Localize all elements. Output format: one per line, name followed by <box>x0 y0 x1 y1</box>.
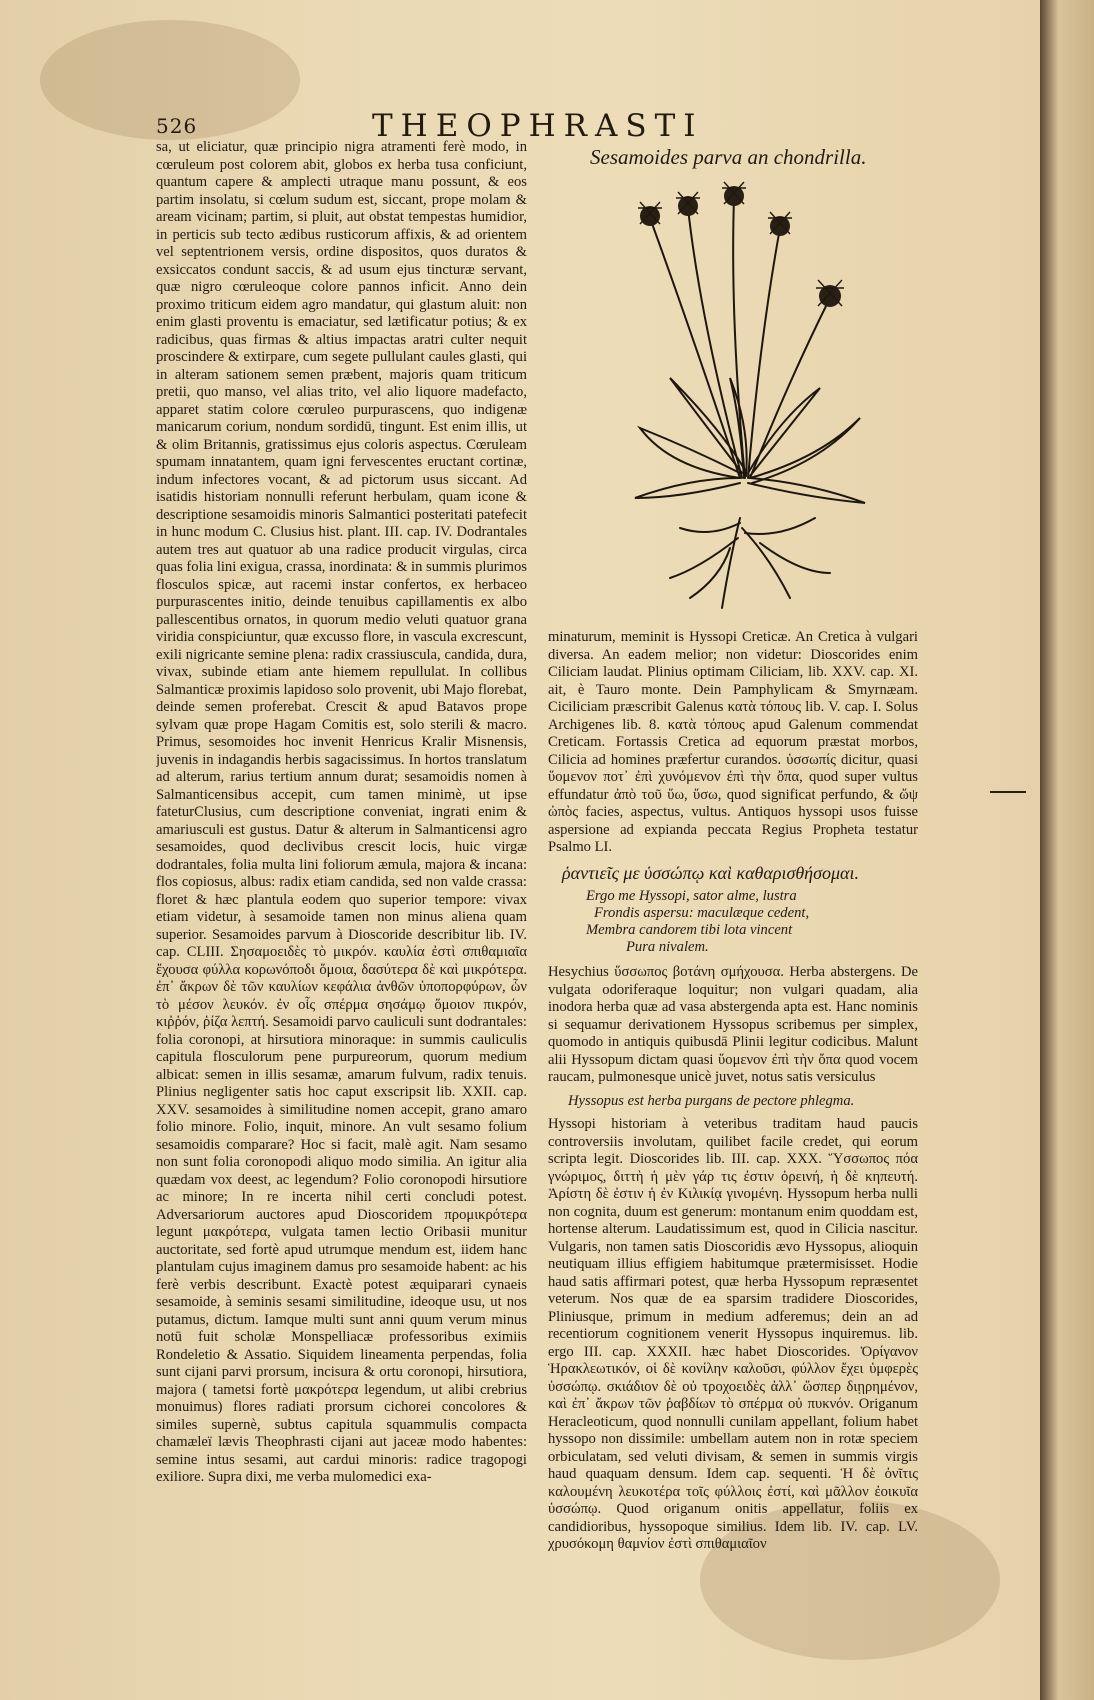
verse-line: Frondis aspersu: maculæque cedent, <box>594 905 810 921</box>
right-paragraph-3: Hyssopi historiam à veteribus traditam haud paucis controversiis involutam, quilibet facile credet, qui eorum scripta legit. Dioscorides lib. III. cap. XXX. Ὕσσωπος πόα γνώριμος, διττὴ ἡ μὲν γάρ τις ἐστιν ὀρεινή, ἡ δὲ κηπευτή. Ἀρίστη δὲ ἐστιν ἡ ἐν Κιλικίᾳ γινομένη. Hyssopum herba nulli non cognita, duum est generum: montanum enim quoddam est, hortense alterum. Laudatissimum est, quod in Cilicia nascitur. Vulgaris, non tamen satis Dioscoridis ævo Hyssopus, alioquin neutiquam illius effigiem habitumque prætermisisset. Hodie haud satis affirmari potest, quæ herba Hyssopum repræsentet veterum. Nos quæ de ea sparsim tradidere Dioscorides, Pliniusque, primum in medium adferemus; dein an ad recentiorum cognitionem venerit Hyssopus inquiremus. lib. ergo III. cap. XXXII. hæc habet Dioscorides. Ὀρίγανον Ἡρακλεωτικόν, οἱ δὲ κονίλην καλοῦσι, φύλλον ἔχει ὑμφερὲς ὑσσώπῳ. σκιάδιον δὲ οὐ τροχοειδὲς ἀλλ᾽ ὥσπερ διῃρημένον, καὶ ἐπ᾽ ἄκρων τῶν ῥαβδίων τὸ σπέρμα οὐ πυκνόν. Origanum Heracleoticum, quod nonnulli cunilam appellant, folium habet hyssopo non dissimile: umbellam autem non in rotæ speciem orbiculatam, sed veluti divisam, & semen in summis virgis haud quaquam densum. Idem cap. sequenti. Ἡ δὲ ὀνῖτις καλουμένη λευκοτέρα τοῖς φύλλοις ἐστί, καὶ μᾶλλον ἐοικυῖα ὑσσώπῳ. Quod origanum onitis appellatur, foliis ex candidioribus, hyssopoque similius. Idem lib. IV. cap. LV. χρυσόκομη θαμνίον ἐστὶ σπιθαμιαῖον <box>548 1116 918 1552</box>
figure-caption: Sesamoides parva an chondrilla. <box>590 145 867 169</box>
latin-verse <box>586 888 918 956</box>
verse-line: Membra candorem tibi lota vincent <box>586 922 793 938</box>
next-page-edge <box>1040 0 1094 1700</box>
plant-woodcut-icon <box>630 178 870 618</box>
left-paragraph: sa, ut eliciatur, quæ principio nigra atramenti ferè modo, in cœruleum post colorem abit, globos ex herba tusa conficiunt, quantum capere & amplecti utraque manu possunt, & eos partim insolatu, si cœlum sudum est, siccant, prope molam & aream vicinam; partim, si pluit, aut obstat tempestas humidior, in perticis sub tecto ædibus rusticorum affixis, & ad orientem vel septentrionem versis, ordine dispositos, quos duratos & exsiccatos condunt saccis, & ad usum ejus tincturæ servant, quæ nigro cœruleoque colore pannos inficit. Anno dein proximo triticum eidem agro mandatur, qui glastum aluit: non enim glasti proventu is emaciatur, sed lætificatur potius; & ex radicibus, quas firmas & altius impactas aratri culter nequit proscindere & extirpare, cum segete pullulant caules glasti, qui in alteram sationem semen præbent, majoris quam triticum pretii, quo manso, vel alias trito, vel alio liquore madefacto, apparet statim colore cœruleo purpurascens, quo indigenæ manicarum corium, nondum sordidū, tingunt. Est enim illis, ut & olim Britannis, gratissimus ejus coloris aspectus. Cœruleam spumam innatantem, quam igni fervescentes eructant cortinæ, indum infectores vocant, & ad pictorum usus siccant. Ad isatidis historiam nonnulli referunt herbulam, quam icone & descriptione sesamoidis minoris Salmantici posteritati patefecit in hunc modum C. Clusius hist. plant. III. cap. IV. Dodrantales autem tres aut quatuor ab una radice producit virgulas, circa quas folia lini exigua, crassa, inordinata: & in summis plurimos flosculos spicæ, aut racemi instar confertos, ex herbaceo purpurascentes initio, deinde tenuibus capillamentis ex albo pallescentibus ornatos, in quorum medio veluti quatuor grana viridia conspiciuntur, quæ excusso flore, in vascula excrescunt, exili nigricante semine plena: radix crassiuscula, candida, dura, vivax, subinde etiam ante hiemem repullulat. In collibus Salmanticæ proximis lapidoso solo provenit, ubi Majo florebat, deinde semen proferebat. Crescit & apud Batavos prope sylvam quæ prope Hagam Comitis est, solo sterili & macro. Primus, sesomoides hoc invenit Henricus Kralir Misnensis, juvenis in indagandis herbis sagacissimus. In hortos translatum ad alterum, rarius tertium annum durat; sesamoidis nomen à Salmanticensibus accepit, cum tamen minimè, ut ipse fateturClusius, cum descriptione conveniat, ingrati enim & amariusculi est gustus. Datur & alterum in Salmanticensi agro sesamoides, quod declivibus crescit locis, huic virgæ dodrantales, folia multa lini foliorum æmula, majora & incana: flos copiosus, albus: radix etiam candida, sed non valde crassa: floret & hæc plantula eodem quo superior tempore: vivax etiam videtur, à sesamoide tamen non minus aliena quam superior. Sesamoides parvum à Dioscoride describitur lib. IV. cap. CLIII. Σησαμοειδὲς τὸ μικρόν. καυλία ἐστὶ σπιθαμιαῖα ἔχουσα φύλλα κορωνόποδι ὅμοια, δασύτερα δὲ καὶ μικρότερα. ἐπ᾽ ἄκρων δὲ τῶν καυλίων κεφάλια ἀνθῶν ὑποπορφύρων, ὧν τὸ μέσον λευκόν. ἐν οἷς σπέρμα σησάμῳ ὅμοιον πικρόν, κιῤῥόν, ῥίζα λεπτή. Sesamoidi parvo cauliculi sunt dodrantales: folia coronopi, at hirsutiora minoraque: in summis cauliculis capitula flosculorum pene purpureorum, quorum medium albicat: semen in illis sesamæ, amarum fulvum, radix tenuis. Plinius negligenter satis hoc caput exscripsit lib. XXII. cap. XXV. sesamoides à similitudine nomen accepit, grano amaro folio minore. Folio, inquit, minore. An vult sesamo folium sesamoidis comparare? Hoc si facit, malè agit. Nam sesamo non sunt folia coronopodi aliquo modo similia. An igitur alia quædam vox deest, ac legendum? Folio coronopodi hirsutiore ac minore; In re incerta nihil certi concludi potest. Adversariorum auctores apud Dioscoridem προμικρότερα legunt μακρότερα, vulgata tamen lectio Oribasii munitur auctoritate, sed fortè apud utrumque mendum est, iidem hanc plantulam cujus imaginem damus pro sesamoide habent: ac his ferè verbis describunt. Exactè potest æquiparari cynaeis sesamoide, à seminis sesami similitudine, ideoque usu, ut nos putamus, dictum. Iamque multi sunt anni quum verum minus notū fuit scholæ Monspelliacæ professoribus eximiis Rondeletio & Assatio. Siquidem lineamenta perpendas, folia sunt cijani parvi prorsum, incisura & ortu coronopi, hirsutiora, majora ( tametsi fortè μακρότερα legendum, ut alibi crebrius monuimus) flores radiati prorsum cichorei concolores & similes supernè, subtus capitula squammulis compacta chamæleï lævis Theophrasti cijani aut jaceæ modo habentes: semine intus sesami, aut cardui minoris: radice tragopogi exiliore. Supra dixi, me verba mulomedici exa- <box>156 139 527 1485</box>
left-column-text <box>156 139 527 1544</box>
right-paragraph-2: Hesychius ὕσσωπος βοτάνη σμήχουσα. Herba abstergens. De vulgata odoriferaque loquitur; non vulgari quadam, alia inodora herba quæ ad vasa abstergenda apta est. Hanc nominis si sequamur derivationem Hyssopus scribemus per simplex, quomodo in antiquis quibusdā Plinii legitur codicibus. Malunt alii Hyssopum dictam quasi ὕομενον ἐπὶ τὴν ὄπα quod vocem raucam, pulmonesque unicè juvet, notus satis versiculus <box>548 964 918 1085</box>
verse-line: Ergo me Hyssopi, sator alme, lustra <box>586 888 797 904</box>
hyssop-maxim: Hyssopus est herba purgans de pectore phlegma. <box>568 1092 855 1109</box>
verse-line: Pura nivalem. <box>626 939 709 955</box>
page-number: 526 <box>156 114 198 138</box>
right-column-text <box>548 629 918 1559</box>
running-head: THEOPHRASTI <box>372 108 704 144</box>
right-paragraph-1: minaturum, meminit is Hyssopi Creticæ. An Cretica à vulgari diversa. An eadem melior; non videtur: Dioscorides enim Ciliciam laudat. Plinius optimam Ciliciam, lib. XXV. cap. XI. ait, è Tauro monte. Dein Pamphylicam & Smyrnæam. Ciciliciam præscribit Galenus κατὰ τόπους lib. V. cap. I. Solus Archigenes lib. 8. κατὰ τόπους apud Galenum commendat Creticam. Fortassis Cretica ad equorum præstat morbos, Cilicia ad homines præfertur curandos. ὑσσωπίς dicitur, quasi ὕομενον ποτ᾽ ἐπὶ χυνόμενον ἐπὶ τὴν ὄπα, quod super vultus effundatur ἀπὸ τοῦ ὕω, ὕσω, quod significat perfundo, & ὤψ ὠπὸς facies, aspectus, vultus. Antiquos hyssopi usos fuisse aspersione ad expianda peccata Regius Propheta testatur Psalmo LI. <box>548 629 918 855</box>
greek-psalm-line: ῥαντιεῖς με ὑσσώπῳ καὶ καθαρισθήσομαι. <box>562 862 859 883</box>
margin-mark <box>990 791 1026 793</box>
